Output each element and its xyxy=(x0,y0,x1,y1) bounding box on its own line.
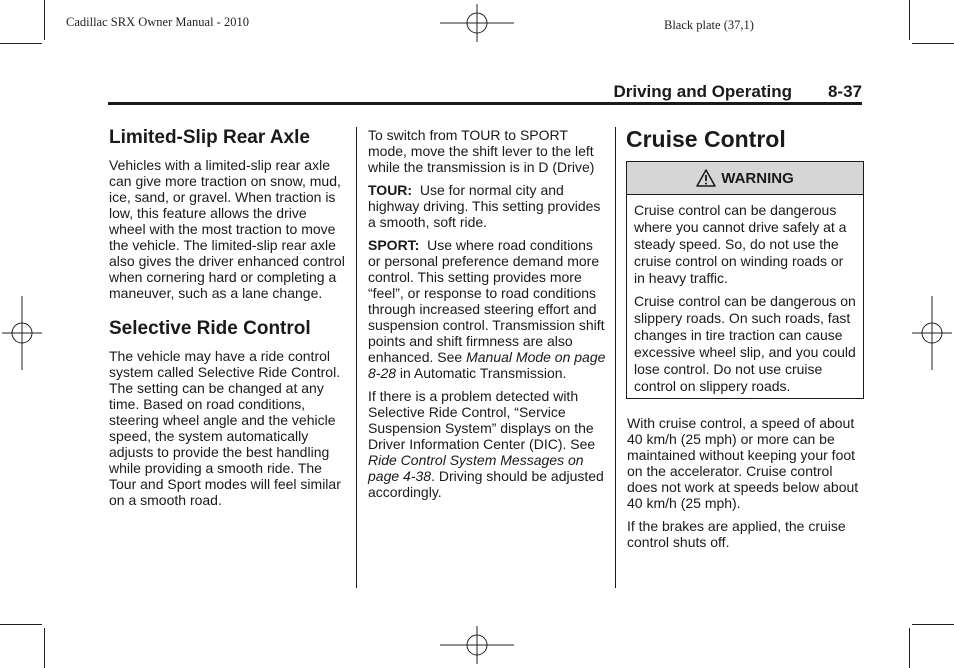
warning-box xyxy=(626,161,864,399)
crop-mark xyxy=(912,43,954,44)
tour-text: Use for normal city and highway driving. This setting provides a smooth, soft ride. xyxy=(368,182,601,230)
limited-slip-heading: Limited-Slip Rear Axle xyxy=(109,127,310,148)
sport-label: SPORT: xyxy=(368,237,420,253)
selective-ride-body: The vehicle may have a ride control system called Selective Ride Control. The setting can be changed at any time. Based on road conditions, steering wheel angle and the vehicle speed, the system automatically adjusts to provide the best handling while providing a smooth ride. The Tour and Sport modes will feel similar on a smooth road. xyxy=(109,348,341,508)
warning-triangle-icon xyxy=(696,169,716,187)
sport-paragraph xyxy=(368,237,606,381)
tour-paragraph xyxy=(368,182,606,230)
warning-body xyxy=(627,195,863,395)
column-divider xyxy=(356,127,357,588)
sport-tail: in Automatic Transmission. xyxy=(399,365,567,381)
crop-mark xyxy=(909,628,910,668)
ride-control-messages-link[interactable]: Ride Control System Messages on page 4‑38 xyxy=(368,452,584,484)
page-number: 8-37 xyxy=(827,82,862,101)
sport-text: Use where road conditions or personal preference demand more control. This setting provides more “feel”, or response to road conditions through increased steering effort and suspension control. Transmission shift points and shift firmness are also enhanced. See xyxy=(368,237,605,365)
crop-mark xyxy=(0,43,42,44)
switch-mode-text: To switch from TOUR to SPORT mode, move the shift lever to the left while the transmission is in D (Drive) xyxy=(368,127,595,175)
cruise-paragraph-2: If the brakes are applied, the cruise control shuts off. xyxy=(627,518,846,550)
crop-mark xyxy=(0,624,42,625)
problem-text: If there is a problem detected with Selective Ride Control, “Service Suspension System” displays on the Driver Information Center (DIC). See xyxy=(368,388,596,452)
warning-paragraph-2: Cruise control can be dangerous on slippery roads. On such roads, fast changes in tire traction can cause excessive wheel slip, and you could lose control. Do not use cruise control on slippery roads. xyxy=(634,293,856,394)
crop-mark xyxy=(44,0,45,40)
warning-label: WARNING xyxy=(721,169,794,187)
crop-mark xyxy=(912,624,954,625)
crop-mark xyxy=(909,0,910,40)
warning-header xyxy=(627,162,863,195)
registration-mark-left xyxy=(2,296,42,370)
cruise-paragraph-1: With cruise control, a speed of about 40 km/h (25 mph) or more can be maintained without keeping your foot on the accelerator. Cruise control does not work at speeds below about 40 km/h (25 mph). xyxy=(627,415,859,511)
registration-mark-top xyxy=(440,4,514,42)
column-divider xyxy=(615,127,616,588)
problem-tail: . Driving should be adjusted accordingly. xyxy=(368,468,604,500)
selective-ride-heading: Selective Ride Control xyxy=(109,318,311,339)
registration-mark-right xyxy=(912,296,952,370)
manual-mode-link[interactable]: Manual Mode on page 8‑28 xyxy=(368,349,606,381)
column-1 xyxy=(109,127,345,515)
registration-mark-bottom xyxy=(440,626,514,664)
section-title: Driving and Operating xyxy=(613,82,792,101)
cruise-control-heading: Cruise Control xyxy=(626,126,786,152)
running-head xyxy=(108,80,862,105)
crop-mark xyxy=(44,628,45,668)
column-2 xyxy=(368,127,606,507)
tour-label: TOUR: xyxy=(368,182,413,198)
limited-slip-body: Vehicles with a limited-slip rear axle can give more traction on snow, mud, ice, sand, or gravel. When traction is low, this feature allows the drive wheel with the most traction to move the vehicle. The limited-slip rear axle also gives the driver enhanced control when cornering hard or completing a maneuver, such as a lane change. xyxy=(109,157,345,301)
manual-title: Cadillac SRX Owner Manual - 2010 xyxy=(66,15,249,29)
plate-label: Black plate (37,1) xyxy=(664,18,754,32)
column-3-text xyxy=(627,415,865,557)
problem-paragraph xyxy=(368,388,606,500)
warning-paragraph-1: Cruise control can be dangerous where you cannot drive safely at a steady speed. So, do not use the cruise control on winding roads or in heavy traffic. xyxy=(634,202,847,286)
